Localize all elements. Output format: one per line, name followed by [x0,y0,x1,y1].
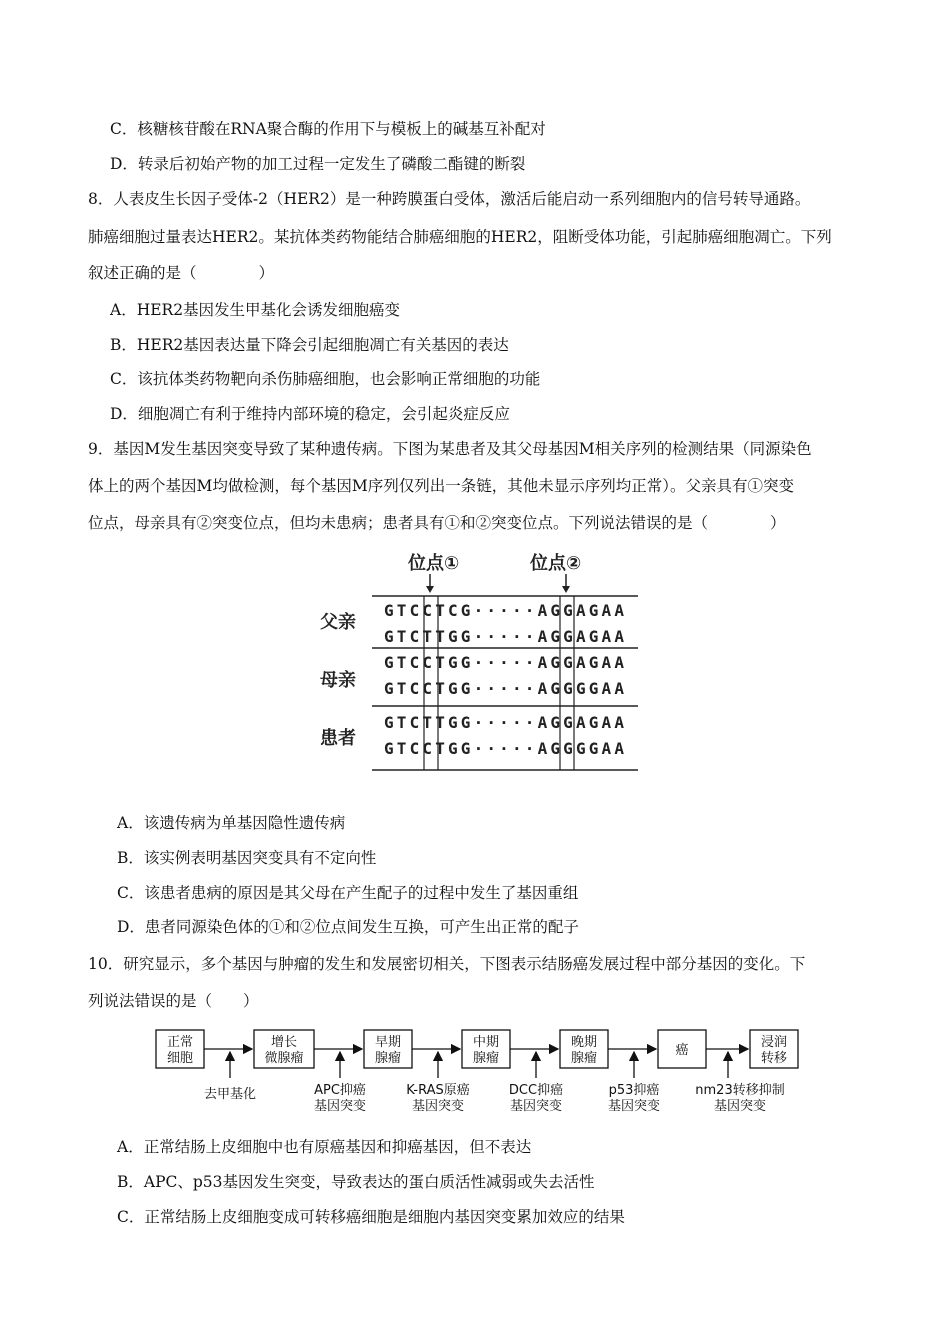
q9-stem-line-3: 位点，母亲具有②突变位点，但均未患病；患者具有①和②突变位点。下列说法错误的是（ ） [88,514,786,532]
stage-cancer-label: 癌 [675,1043,689,1058]
q8-option-b: B．HER2基因表达量下降会引起细胞凋亡有关基因的表达 [110,336,509,354]
q9-option-a: A．该遗传病为单基因隐性遗传病 [117,814,346,832]
q8-stem-line-1: 8．人表皮生长因子受体-2（HER2）是一种跨膜蛋白受体，激活后能启动一系列细胞内的信号转导通路。 [88,190,811,208]
sequence-father-2: GTCTTGG·····AGGAGAA [384,627,624,646]
stage-normal-line2: 细胞 [166,1051,194,1066]
cause-apc-line1: APC抑癌 [314,1083,366,1098]
q9-option-d: D．患者同源染色体的①和②位点间发生互换，可产生出正常的配子 [117,918,579,936]
q10-option-c: C．正常结肠上皮细胞变成可转移癌细胞是细胞内基因突变累加效应的结果 [117,1208,625,1226]
cause-dcc-line1: DCC抑癌 [508,1083,564,1098]
sequence-mother-2: GTCCTGG·····AGGGGAA [384,679,624,698]
q7-option-d: D．转录后初始产物的加工过程一定发生了磷酸二酯键的断裂 [110,155,526,173]
q10-stem-line-1: 10．研究显示，多个基因与肿瘤的发生和发展密切相关，下图表示结肠癌发展过程中部分基因的变化。下 [88,955,806,973]
site-2-arrow-head [562,586,570,593]
stage-micro-line1: 增长 [270,1035,298,1050]
stage-late-line1: 晚期 [570,1035,598,1050]
q8-stem-line-2: 肺癌细胞过量表达HER2。某抗体类药物能结合肺癌细胞的HER2，阻断受体功能，引起肺癌细胞凋亡。下列 [88,228,832,246]
q10-stem-line-2: 列说法错误的是（ ） [88,992,259,1010]
site-2-label: 位点② [530,553,582,574]
stage-normal-line1: 正常 [166,1035,194,1050]
cause-demethylation: 去甲基化 [203,1087,257,1102]
stage-metastasis-line1: 浸润 [760,1035,788,1050]
q9-stem-line-1: 9．基因M发生基因突变导致了某种遗传病。下图为某患者及其父母基因M相关序列的检测结果（同源染色 [88,440,812,458]
q8-option-d: D．细胞凋亡有利于维持内部环境的稳定，会引起炎症反应 [110,405,510,423]
q9-option-c: C．该患者患病的原因是其父母在产生配子的过程中发生了基因重组 [117,884,579,902]
stage-mid-line2: 腺瘤 [472,1051,500,1066]
group-label-patient: 患者 [320,728,356,749]
stage-mid-line1: 中期 [472,1035,500,1050]
cause-kras-line1: K-RAS原癌 [406,1083,470,1098]
cause-nm23-line1: nm23转移抑制 [695,1083,785,1098]
q7-option-c: C．核糖核苷酸在RNA聚合酶的作用下与模板上的碱基互补配对 [110,120,546,138]
stage-micro-line2: 微腺瘤 [264,1051,304,1066]
group-label-mother: 母亲 [320,670,356,691]
q8-option-a: A．HER2基因发生甲基化会诱发细胞癌变 [110,301,401,319]
stage-early-line1: 早期 [374,1035,402,1050]
sequence-patient-2: GTCCTGG·····AGGGGAA [384,739,624,758]
cause-dcc-line2: 基因突变 [509,1099,563,1114]
group-label-father: 父亲 [320,612,356,633]
site-1-label: 位点① [408,553,460,574]
q8-option-c: C．该抗体类药物靶向杀伤肺癌细胞，也会影响正常细胞的功能 [110,370,541,388]
sequence-mother-1: GTCCTGG·····AGGAGAA [384,653,624,672]
colon-cancer-flow-diagram [150,1026,820,1126]
stage-late-line2: 腺瘤 [570,1051,598,1066]
q8-stem-line-3: 叙述正确的是（ ） [88,264,275,282]
q10-option-a: A．正常结肠上皮细胞中也有原癌基因和抑癌基因，但不表达 [117,1138,532,1156]
q9-stem-line-2: 体上的两个基因M均做检测，每个基因M序列仅列出一条链，其他未显示序列均正常）。父亲具有①突变 [88,477,794,495]
cause-apc-line2: 基因突变 [313,1099,367,1114]
dna-sequence-figure [312,548,652,774]
sequence-patient-1: GTCTTGG·····AGGAGAA [384,713,624,732]
cause-nm23-line2: 基因突变 [713,1099,767,1114]
cause-p53-line1: p53抑癌 [608,1083,660,1098]
q10-option-b: B．APC、p53基因发生突变，导致表达的蛋白质活性减弱或失去活性 [117,1173,595,1191]
cause-kras-line2: 基因突变 [411,1099,465,1114]
sequence-father-1: GTCCTCG·····AGGAGAA [384,601,624,620]
site-1-arrow-head [426,586,434,593]
q9-option-b: B．该实例表明基因突变具有不定向性 [117,849,377,867]
cause-p53-line2: 基因突变 [607,1099,661,1114]
stage-early-line2: 腺瘤 [374,1051,402,1066]
stage-metastasis-line2: 转移 [760,1051,788,1066]
